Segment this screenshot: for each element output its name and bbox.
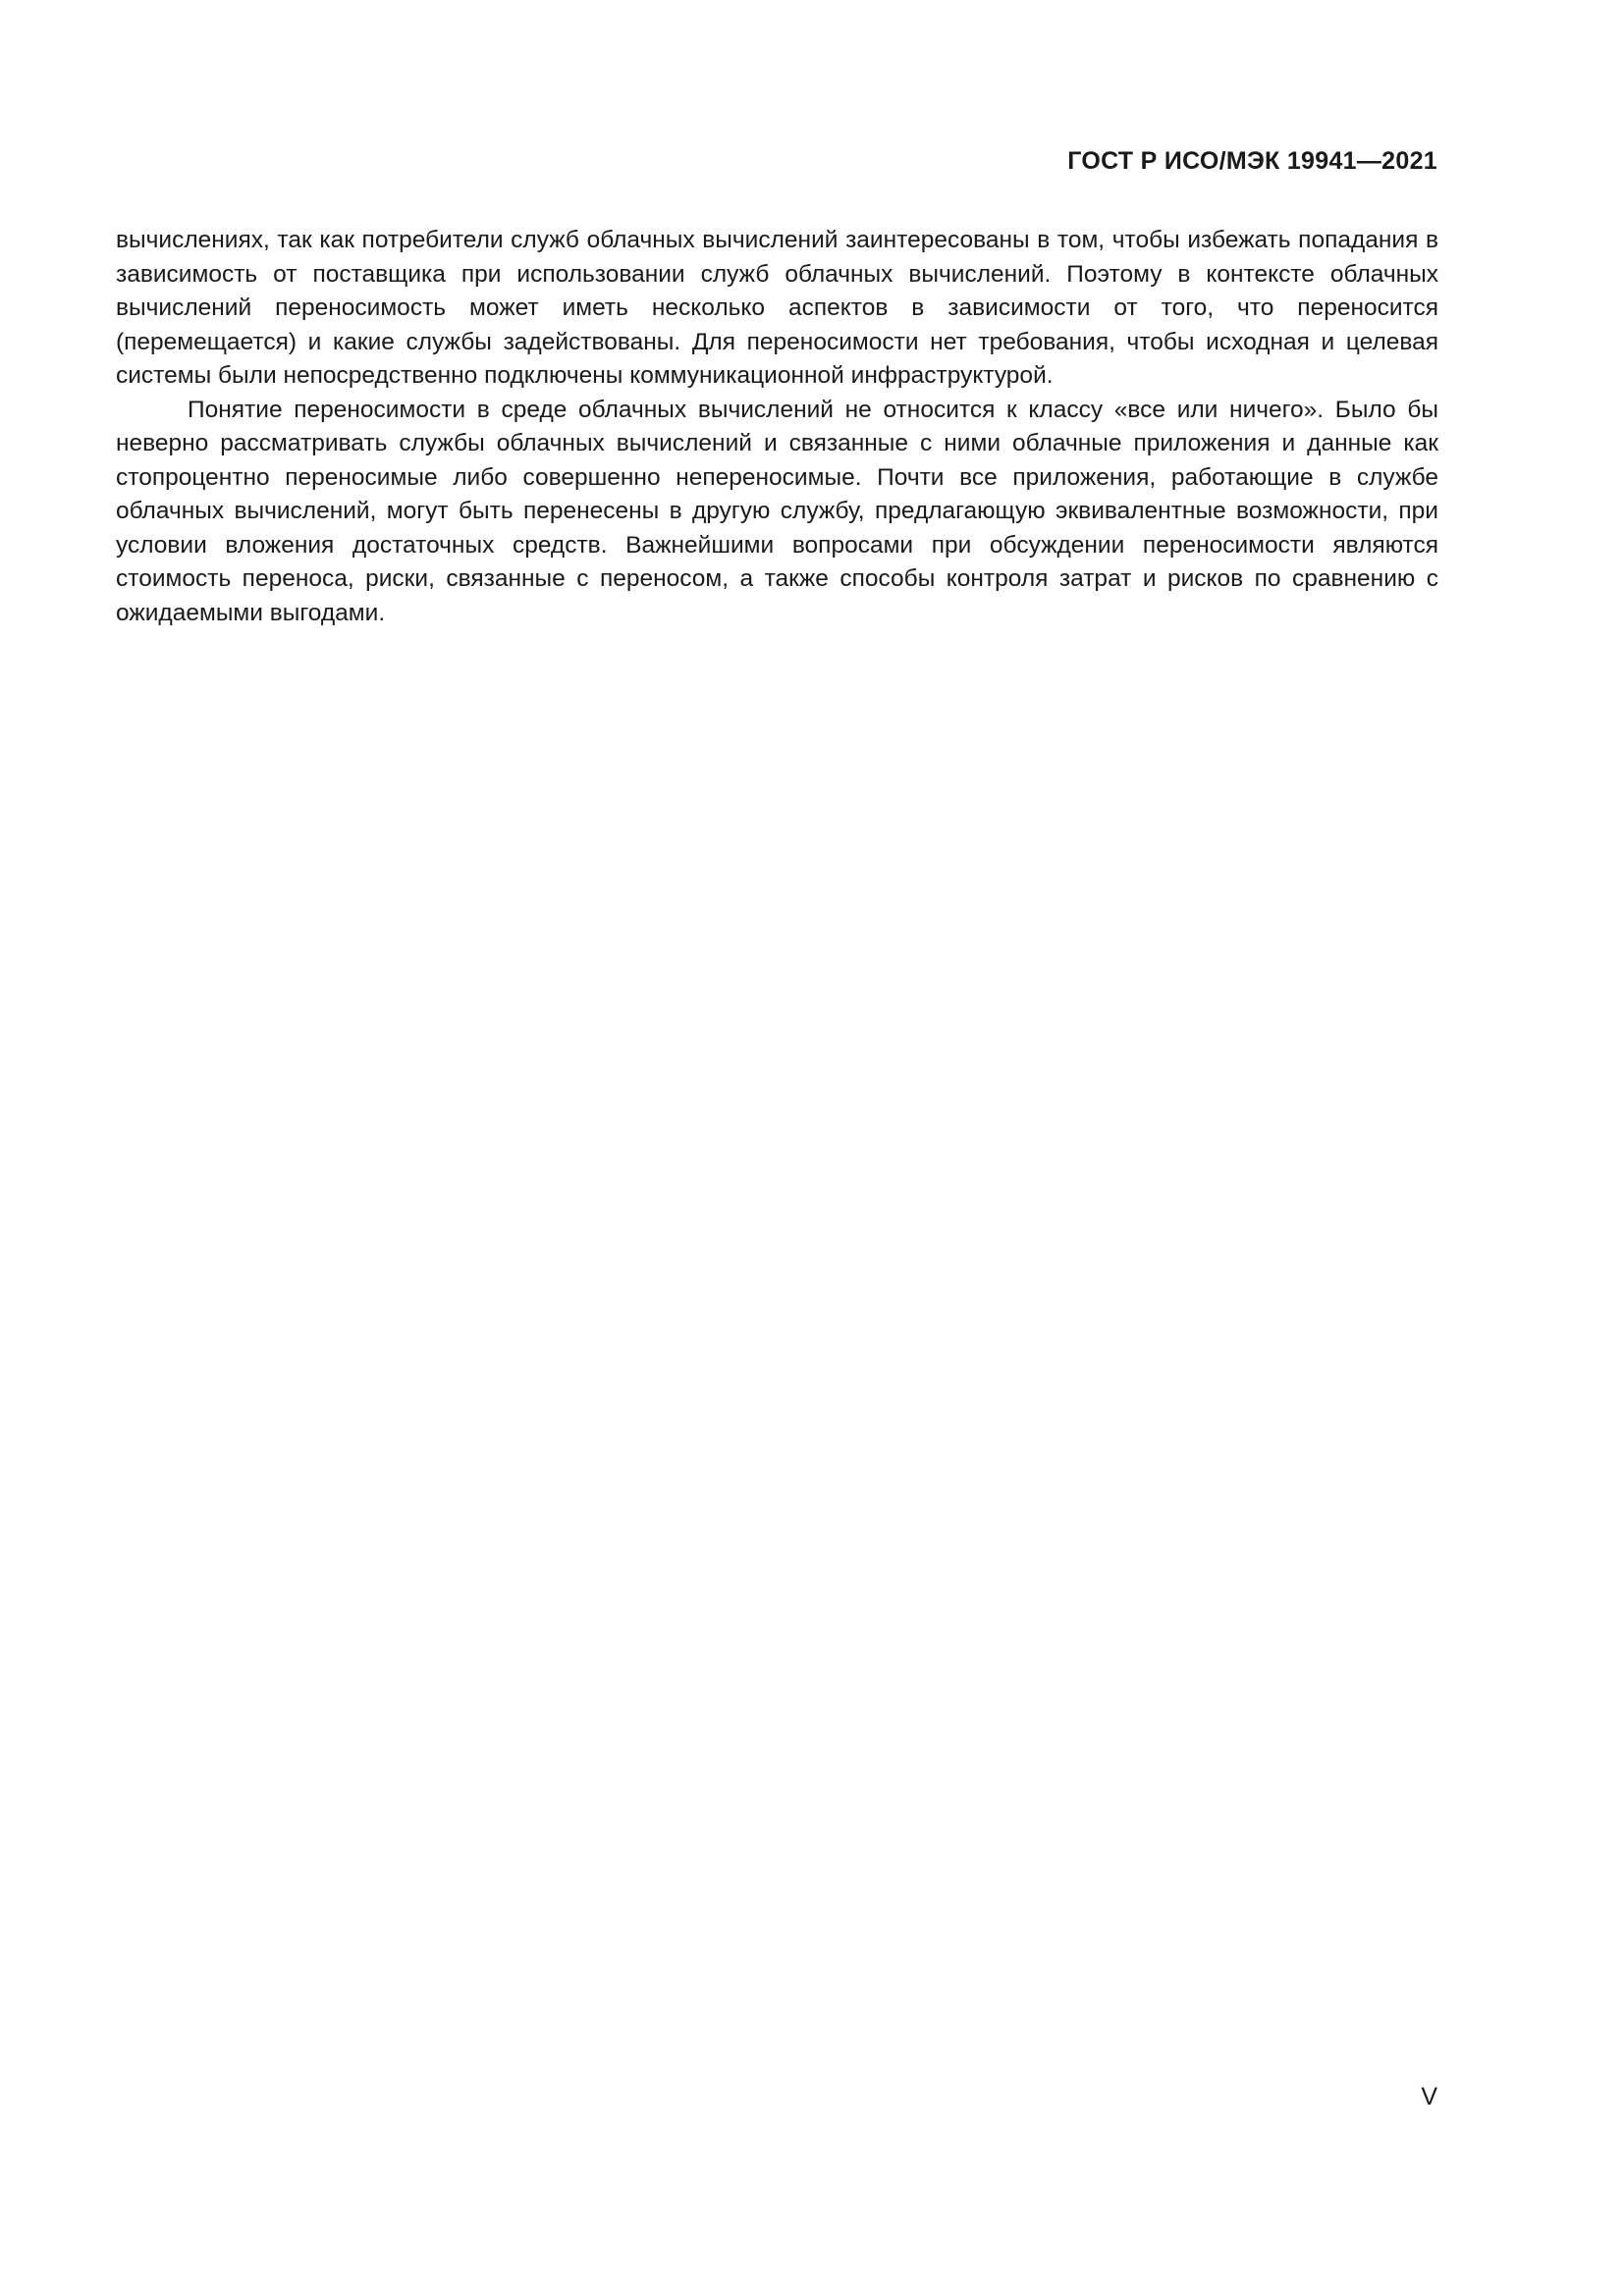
paragraph-portability-concept: Понятие переносимости в среде облачных вычислений не относится к классу «все или ничего». Было бы неверно рассматривать службы облачных вычислений и связанные с ними облачные приложения и данные как стопроцентно переносимые либо совершенно непереносимые. Почти все приложения, работающие в службе облачных вычислений, могут быть перенесены в другую службу, предлагающую эквивалентные возможности, при условии вложения достаточных средств. Важнейшими вопросами при обсуждении переносимости являются стоимость переноса, риски, связанные с переносом, а также способы контроля затрат и рисков по сравнению с ожидаемыми выгодами.: [116, 396, 1438, 626]
paragraph-continuation: вычислениях, так как потребители служб облачных вычислений заинтересованы в том, чтобы избежать попадания в зависимость от поставщика при использовании служб облачных вычислений. Поэтому в контексте облачных вычислений переносимость может иметь несколько аспектов в зависимости от того, что переносится (перемещается) и какие службы задействованы. Для переносимости нет требования, чтобы исходная и целевая системы были непосредственно подключены коммуникационной инфраструктурой.: [116, 227, 1438, 389]
body-text: [116, 224, 1438, 630]
page-number: V: [1421, 2083, 1437, 2110]
standard-code-header: ГОСТ Р ИСО/МЭК 19941—2021: [1067, 147, 1437, 175]
